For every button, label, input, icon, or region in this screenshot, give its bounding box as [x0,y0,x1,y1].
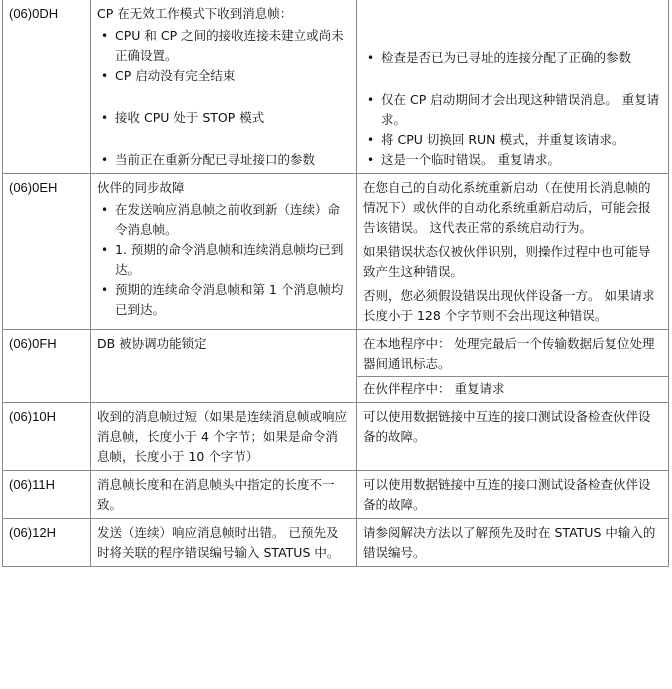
list-item: • 检查是否已为已寻址的连接分配了正确的参数 [363,48,662,68]
cause-cell: 收到的消息帧过短（如果是连续消息帧或响应消息帧，长度小于 4 个字节；如果是命令消息帧，长度小于 10 个字节） [91,403,357,471]
remedy-list [363,48,662,170]
list-item: • CPU 和 CP 之间的接收连接未建立或尚未正确设置。 [97,26,350,66]
cause-cell: 发送（连续）响应消息帧时出错。 已预先及时将关联的程序错误编号输入 STATUS 中。 [91,519,357,567]
remedy-cell: 可以使用数据链接中互连的接口测试设备检查伙伴设备的故障。 [357,471,669,519]
error-code: (06)0FH [3,330,91,403]
table-row [3,471,669,519]
remedy-paragraph: 在本地程序中： 处理完最后一个传输数据后复位处理器间通讯标志。 [363,336,655,371]
table-row [3,174,669,330]
error-code: (06)0DH [3,0,91,174]
error-code: (06)11H [3,471,91,519]
list-item: • 在发送响应消息帧之前收到新（连续）命令消息帧。 [97,200,350,240]
cause-cell [91,0,357,174]
remedy-cell: 请参阅解决方法以了解预先及时在 STATUS 中输入的错误编号。 [357,519,669,567]
remedy-paragraph: 在伙伴程序中： 重复请求 [363,381,505,396]
cause-cell: 消息帧长度和在消息帧头中指定的长度不一致。 [91,471,357,519]
cause-intro: CP 在无效工作模式下收到消息帧： [97,6,293,21]
list-item: • 这是一个临时错误。 重复请求。 [363,150,662,170]
list-item: • 预期的连续命令消息帧和第 1 个消息帧均已到达。 [97,280,350,320]
list-item: • CP 启动没有完全结束 [97,66,350,86]
error-code: (06)10H [3,403,91,471]
cause-list [97,26,350,170]
table-row [3,403,669,471]
remedy-cell [357,0,669,174]
list-item: • 接收 CPU 处于 STOP 模式 [97,108,350,128]
remedy-cell [357,330,669,403]
table-row [3,330,669,403]
remedy-paragraph: 否则，您必须假设错误出现伙伴设备一方。 如果请求长度小于 128 个字节则不会出现这种错误。 [363,288,655,323]
table-row [3,519,669,567]
remedy-paragraph: 在您自己的自动化系统重新启动（在使用长消息帧的情况下）或伙伴的自动化系统重新启动后，可能会报告该错误。 这代表正常的系统启动行为。 [363,180,651,235]
cause-list [97,200,350,320]
remedy-paragraph: 如果错误状态仅被伙伴识别，则操作过程中也可能导致产生这种错误。 [363,244,651,279]
cause-cell: DB 被协调功能锁定 [91,330,357,403]
list-item: • 将 CPU 切换回 RUN 模式，并重复该请求。 [363,130,662,150]
cause-intro: 伙伴的同步故障 [97,180,185,195]
error-code-table [2,0,669,567]
error-code: (06)0EH [3,174,91,330]
list-item: • 1. 预期的命令消息帧和连续消息帧均已到达。 [97,240,350,280]
list-item: • 仅在 CP 启动期间才会出现这种错误消息。 重复请求。 [363,90,662,130]
cell-divider [357,376,668,377]
remedy-cell: 可以使用数据链接中互连的接口测试设备检查伙伴设备的故障。 [357,403,669,471]
table-row [3,0,669,174]
list-item: • 当前正在重新分配已寻址接口的参数 [97,150,350,170]
remedy-cell [357,174,669,330]
cause-cell [91,174,357,330]
error-code: (06)12H [3,519,91,567]
